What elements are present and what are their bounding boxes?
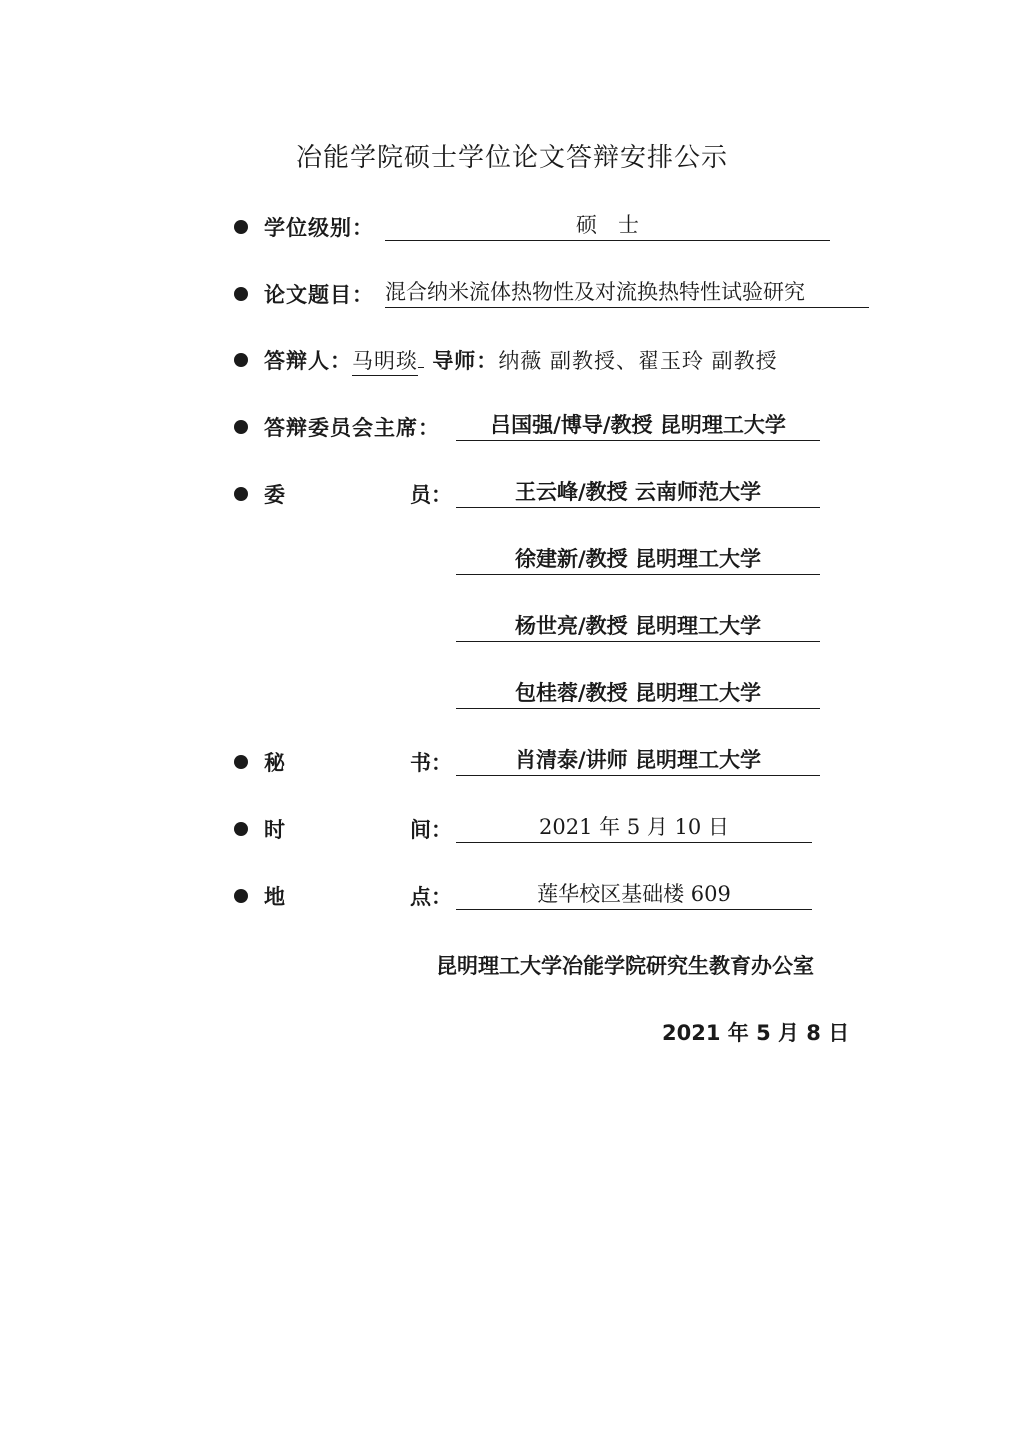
chair-value: 吕国强/博导/教授 昆明理工大学 xyxy=(456,410,820,441)
bullet-icon xyxy=(234,353,248,367)
time-value: 2021 年 5 月 10 日 xyxy=(456,812,812,843)
bullet-icon xyxy=(234,487,248,501)
advisor-label: 导师： xyxy=(432,349,499,373)
bullet-icon xyxy=(234,420,248,434)
bullet-icon xyxy=(234,287,248,301)
secretary-label-left: 秘 xyxy=(264,751,285,775)
time-label-left: 时 xyxy=(264,818,285,842)
degree-value: 硕 士 xyxy=(385,210,830,241)
defender-name: 马明琰 xyxy=(352,349,418,376)
place-value: 莲华校区基础楼 609 xyxy=(456,879,812,910)
secretary-value: 肖清泰/讲师 昆明理工大学 xyxy=(456,745,820,776)
thesis-value: 混合纳米流体热物性及对流换热特性试验研究 xyxy=(385,277,869,308)
bullet-icon xyxy=(234,220,248,234)
chair-label: 答辩委员会主席： xyxy=(264,416,440,440)
degree-label: 学位级别： xyxy=(264,216,374,240)
document-title: 冶能学院硕士学位论文答辩安排公示 xyxy=(295,143,728,173)
issuing-office: 昆明理工大学冶能学院研究生教育办公室 xyxy=(436,954,814,978)
member-item: 王云峰/教授 云南师范大学 xyxy=(456,477,820,508)
place-label-left: 地 xyxy=(264,885,285,909)
member-item: 徐建新/教授 昆明理工大学 xyxy=(456,544,820,575)
bullet-icon xyxy=(234,755,248,769)
defender-line xyxy=(264,345,778,375)
defender-label: 答辩人： xyxy=(264,349,352,373)
member-item: 包桂蓉/教授 昆明理工大学 xyxy=(456,678,820,709)
time-label-right: 间： xyxy=(410,818,452,842)
advisor-value: 纳薇 副教授、翟玉玲 副教授 xyxy=(498,349,778,373)
member-item: 杨世亮/教授 昆明理工大学 xyxy=(456,611,820,642)
place-label-right: 点： xyxy=(410,885,452,909)
members-label-right: 员： xyxy=(410,483,452,507)
members-label-left: 委 xyxy=(264,483,285,507)
issue-date: 2021 年 5 月 8 日 xyxy=(662,1021,850,1045)
bullet-icon xyxy=(234,822,248,836)
thesis-label: 论文题目： xyxy=(264,283,374,307)
secretary-label-right: 书： xyxy=(410,751,452,775)
bullet-icon xyxy=(234,889,248,903)
